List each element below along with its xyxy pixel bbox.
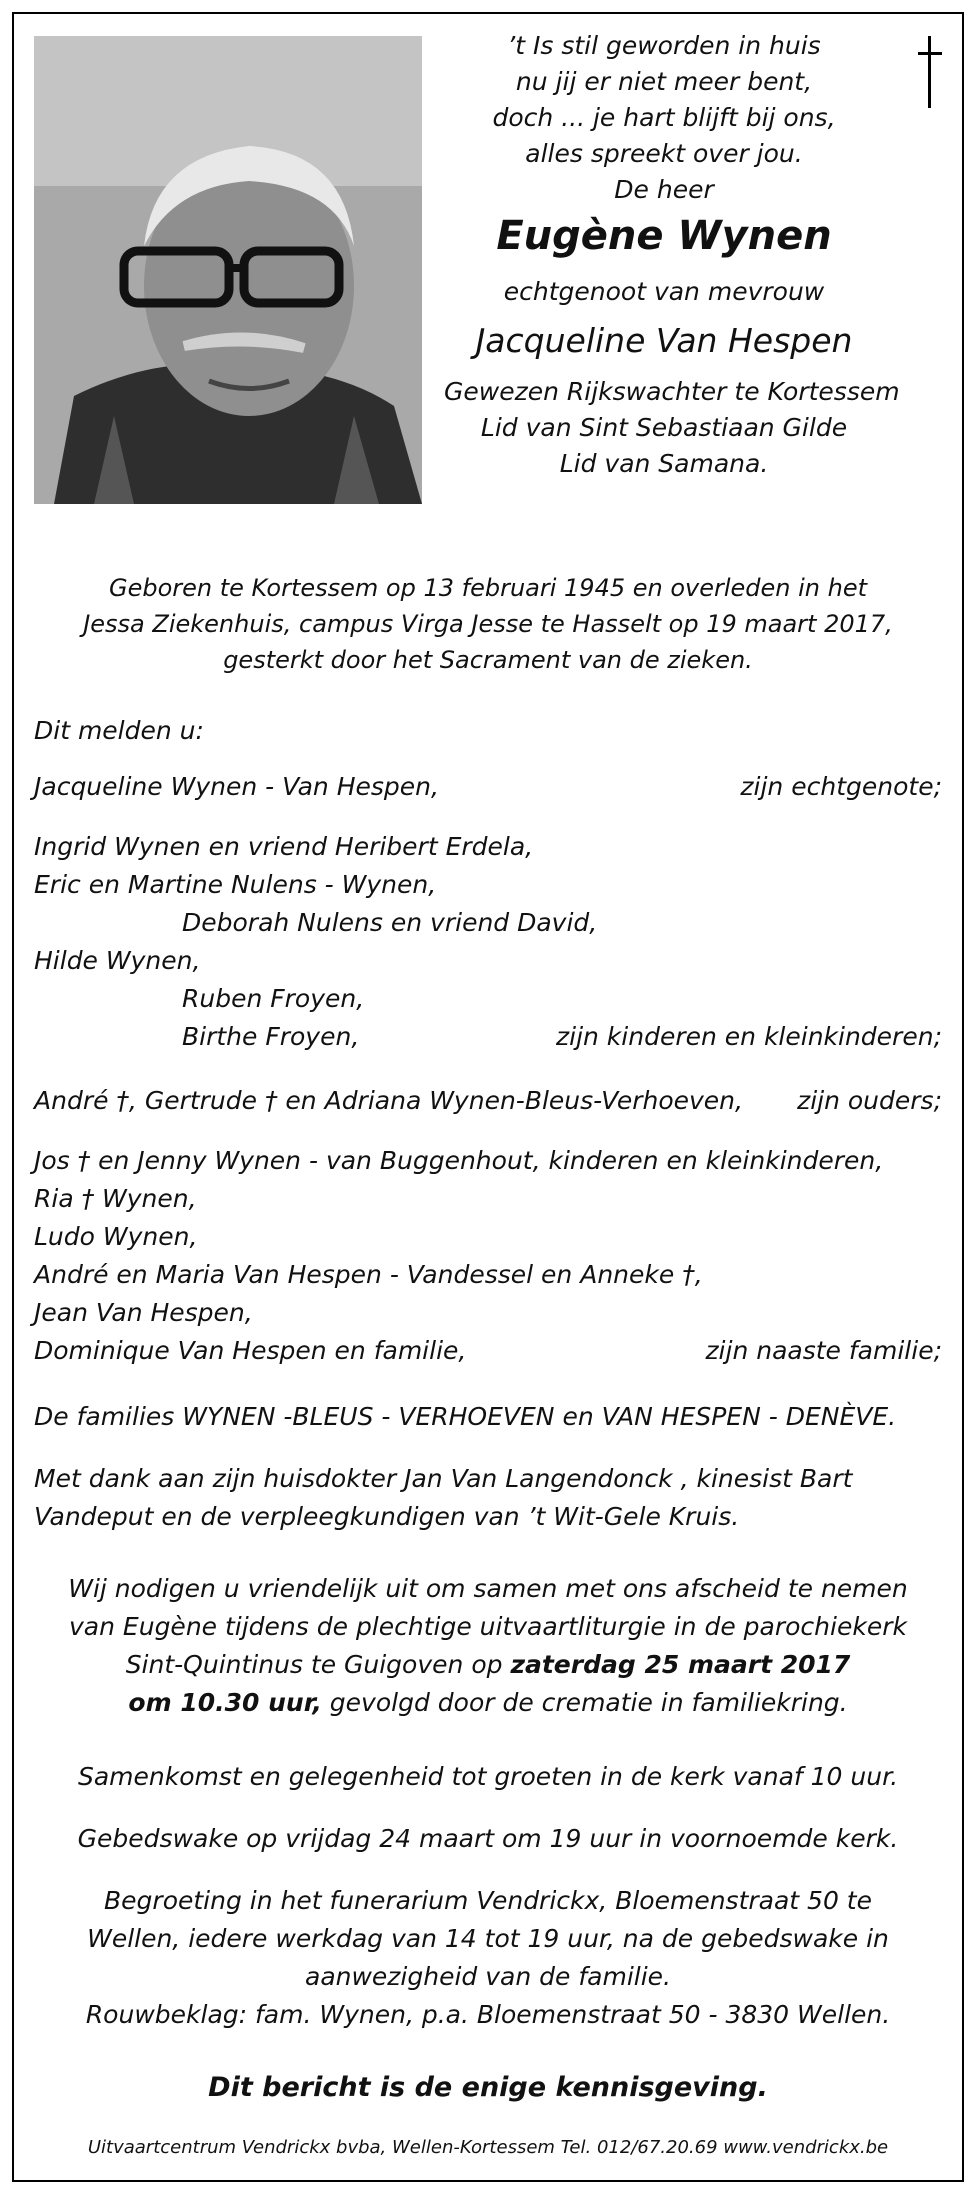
birth-death-text: Geboren te Kortessem op 13 februari 1945 en overleden in het Jessa Ziekenhuis, campus Virga Jesse te Hasselt op 19 maart 2017, gesterkt door het Sacrament van de zieken.	[83, 574, 893, 674]
list-item: Dominique Van Hespen en familie,	[34, 1336, 467, 1365]
poem-line: doch ... je hart blijft bij ons,	[492, 103, 836, 132]
parents-name: André †, Gertrude † en Adriana Wynen-Bleus-Verhoeven,	[34, 1086, 743, 1115]
list-item: Ludo Wynen,	[34, 1222, 198, 1251]
poem-line: nu jij er niet meer bent,	[515, 67, 813, 96]
list-item: Jean Van Hespen,	[34, 1298, 253, 1327]
parents-relation: zijn ouders;	[797, 1086, 942, 1115]
list-item: Ruben Froyen,	[182, 984, 365, 1013]
list-item: Jos † en Jenny Wynen - van Buggenhout, kinderen en kleinkinderen,	[34, 1146, 884, 1175]
list-item: Eric en Martine Nulens - Wynen,	[34, 870, 437, 899]
children-block	[34, 828, 942, 1056]
deceased-name: Eugène Wynen	[496, 213, 832, 259]
portrait-photo	[34, 36, 422, 504]
spouse-row-relation: zijn echtgenote;	[740, 772, 942, 801]
spouse-intro: echtgenoot van mevrouw	[503, 277, 825, 306]
spouse-name: Jacqueline Van Hespen	[475, 321, 853, 360]
spouse-row	[34, 768, 942, 806]
intro-line: Dit melden u:	[34, 716, 204, 745]
list-item: Birthe Froyen,	[182, 1022, 360, 1051]
obituary-card	[12, 12, 964, 2182]
spouse-row-name: Jacqueline Wynen - Van Hespen,	[34, 772, 439, 801]
list-item: André en Maria Van Hespen - Vandessel en Anneke †,	[34, 1260, 703, 1289]
list-item: Hilde Wynen,	[34, 946, 201, 975]
vigil-line: Gebedswake op vrijdag 24 maart om 19 uur in voornoemde kerk.	[77, 1824, 899, 1853]
family-relation: zijn naaste familie;	[705, 1336, 942, 1365]
list-item: Ingrid Wynen en vriend Heribert Erdela,	[34, 832, 534, 861]
visitation-block: Begroeting in het funerarium Vendrickx, Bloemenstraat 50 te Wellen, iedere werkdag van 14 tot 19 uur, na de gebedswake in aanwezigheid van de familie. Rouwbeklag: fam. Wynen, p.a. Bloemenstraat 50 - 3830 Wellen.	[14, 1882, 962, 2034]
role-line: Gewezen Rijkswachter te Kortessem	[444, 377, 900, 406]
gathering-line: Samenkomst en gelegenheid tot groeten in de kerk vanaf 10 uur.	[77, 1762, 899, 1791]
list-item: Ria † Wynen,	[34, 1184, 197, 1213]
footer: Uitvaartcentrum Vendrickx bvba, Wellen-Kortessem Tel. 012/67.20.69 www.vendrickx.be	[87, 2137, 889, 2158]
condolence-line: Rouwbeklag: fam. Wynen, p.a. Bloemenstraat 50 - 3830 Wellen.	[85, 2000, 891, 2029]
invitation-block: Wij nodigen u vriendelijk uit om samen met ons afscheid te nemen van Eugène tijdens de plechtige uitvaartliturgie in de parochiekerk Sint-Quintinus te Guigoven op zaterdag 25 maart 2017 om 10.30 uur, gevolgd door de crematie in familiekring.	[68, 1574, 908, 1717]
thanks-block: Met dank aan zijn huisdokter Jan Van Langendonck , kinesist Bart Vandeput en de verpleegkundigen van ’t Wit-Gele Kruis.	[34, 1464, 853, 1531]
funeral-date: zaterdag 25 maart 2017	[510, 1650, 851, 1679]
header-text	[444, 28, 900, 482]
role-line: Lid van Sint Sebastiaan Gilde	[480, 413, 848, 442]
families-line: De families WYNEN -BLEUS - VERHOEVEN en VAN HESPEN - DENÈVE.	[34, 1402, 897, 1431]
cross-icon	[918, 36, 942, 108]
notice-line: Dit bericht is de enige kennisgeving.	[208, 2072, 768, 2103]
honorific: De heer	[614, 175, 714, 204]
role-line: Lid van Samana.	[559, 449, 769, 478]
children-relation: zijn kinderen en kleinkinderen;	[556, 1022, 942, 1051]
funeral-time: om 10.30 uur,	[128, 1688, 322, 1717]
poem-line: alles spreekt over jou.	[525, 139, 803, 168]
family-block	[34, 1142, 942, 1370]
parents-row	[34, 1082, 942, 1120]
poem-line: ’t Is stil geworden in huis	[507, 31, 821, 60]
list-item: Deborah Nulens en vriend David,	[182, 908, 598, 937]
